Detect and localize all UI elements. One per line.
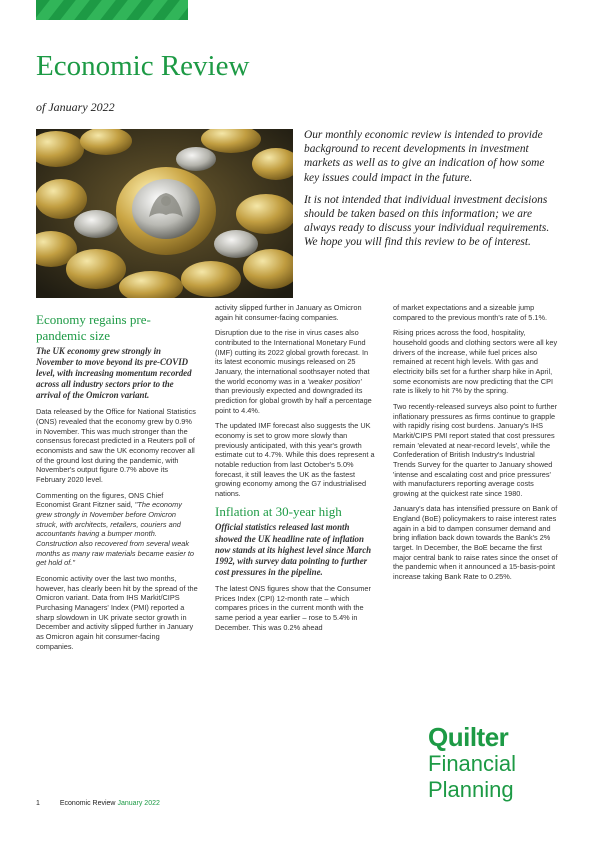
paragraph: Economic activity over the last two months, however, has clearly been hit by the spread of the Omicron variant. Data from IHS Markit/CIPS Purchasing Managers' Index (PMI) reported a sharp slowdown in UK private sector growth in December and activity slipped further in January as Omicron again hit consumer-facing companies. [36,573,198,651]
intro-paragraph: It is not intended that individual investment decisions should be taken based on this information; we are always ready to discuss your individual requirements. We hope you will find this review to be of interest. [304,193,550,249]
page-title: Economic Review [36,50,250,82]
paragraph: of market expectations and a sizeable jump compared to the previous month's rate of 5.1%. [393,303,548,322]
page-footer [36,800,160,807]
paragraph: January's data has intensified pressure on Bank of England (BoE) policymakers to raise interest rates again in a bid to dampen consumer demand and bring inflation back down towards the Bank's 2% target. In December, the BoE became the first major central bank to raise rates since the onset of the pandemic when it announced a 15-basis-point increase taking Bank Rate to 0.25%. [393,504,558,582]
section-heading: Economy regains pre-pandemic size [36,312,151,343]
paragraph: Rising prices across the food, hospitality, household goods and clothing sectors were all key drivers of the increase, while fuel prices also remained at recent high levels. With gas and electricity bills set for a further sharp hike in April, some economists are now predicting that the CPI rate is likely to hit 7% by the spring. [393,328,558,396]
paragraph: Two recently-released surveys also point to further inflationary pressures as firms continue to grapple with rapidly rising cost burdens. January's IHS Markit/CIPS PMI report stated that cost pressures remain 'elevated at near-record levels', while the Confederation of British Industry's Industrial Trends Survey for the quarter to January showed 'intense and escalating cost and price pressures' with manufacturers reporting average costs growing at the quickest rate since 1980. [393,401,558,498]
quote: "The economy grew strongly in November before Omicron struck, with architects, retailers, couriers and accountants having a bumper month. Construction also recovered from several weak months as many raw materials became easier to get hold of." [36,500,194,568]
logo-line: Quilter [428,722,509,752]
emphasis: 'weaker position' [307,376,362,386]
article-column-1 [36,312,198,694]
logo-line: Financial [428,751,517,776]
intro-text [304,128,556,258]
intro-paragraph: Our monthly economic review is intended to provide background to recent developments in investment markets as well as to give an indication of how some key issues could impact in the future. [304,129,545,184]
paragraph-text: Disruption due to the rise in virus cases also contributed to the International Monetary Fund (IMF) cutting its 2022 global growth forecast. In its latest economic musings released on 25 January, the international soothsayer noted that the world economy was in a [215,328,370,386]
article-column-3 [393,303,559,588]
paragraph: The latest ONS figures show that the Consumer Prices Index (CPI) 12-month rate – which compares prices in the current month with the same period a year earlier – rose to 5.4% in December. This was 0.2% ahead [215,583,371,632]
paragraph-continued [36,574,198,694]
paragraph: activity slipped further in January as Omicron again hit consumer-facing companies. [215,303,362,322]
paragraph: The updated IMF forecast also suggests the UK economy is set to grow more slowly than previously anticipated, with this year's growth estimate cut to 4.7%. While this does represent a notable reduction from last October's 5.0% forecast, it still leaves the UK as the fastest growing economy among the G7 industrialised nations. [215,421,375,498]
logo-line: Planning [428,777,514,802]
page-number: 1 [36,800,40,807]
issue-date: of January 2022 [36,100,115,114]
section-lead: The UK economy grew strongly in November to move beyond its pre-COVID level, with increasing momentum recorded across all industry sectors prior to the arrival of the Omicron variant. [36,346,192,401]
footer-label: Economic Review [59,800,116,807]
footer-date: January 2022 [117,800,160,807]
section-heading: Inflation at 30-year high [215,504,342,520]
article-column-2 [215,303,377,638]
coins-photo [36,129,293,298]
header-green-band [36,0,188,20]
section-lead: Official statistics released last month showed the UK headline rate of inflation now stands at its highest level since March 1992, with survey data pointing to further cost pressures in the pipeline. [215,522,372,577]
paragraph [215,328,377,415]
quilter-logo [428,723,516,803]
paragraph [36,491,198,568]
paragraph-text: Commenting on the figures, ONS Chief Economist Grant Fitzner said, [36,490,164,510]
paragraph-text: than previously expected and downgraded its prediction for global growth by half a percentage point to 4.4%. [215,386,372,415]
paragraph: Data released by the Office for National Statistics (ONS) revealed that the economy grew by 0.9% in November. This was much stronger than the consensus forecast predicted in a Reuters poll of economists and saw the UK economy recover all of the ground lost during the pandemic, with November's output figure 0.7% above its February 2020 level. [36,407,196,485]
